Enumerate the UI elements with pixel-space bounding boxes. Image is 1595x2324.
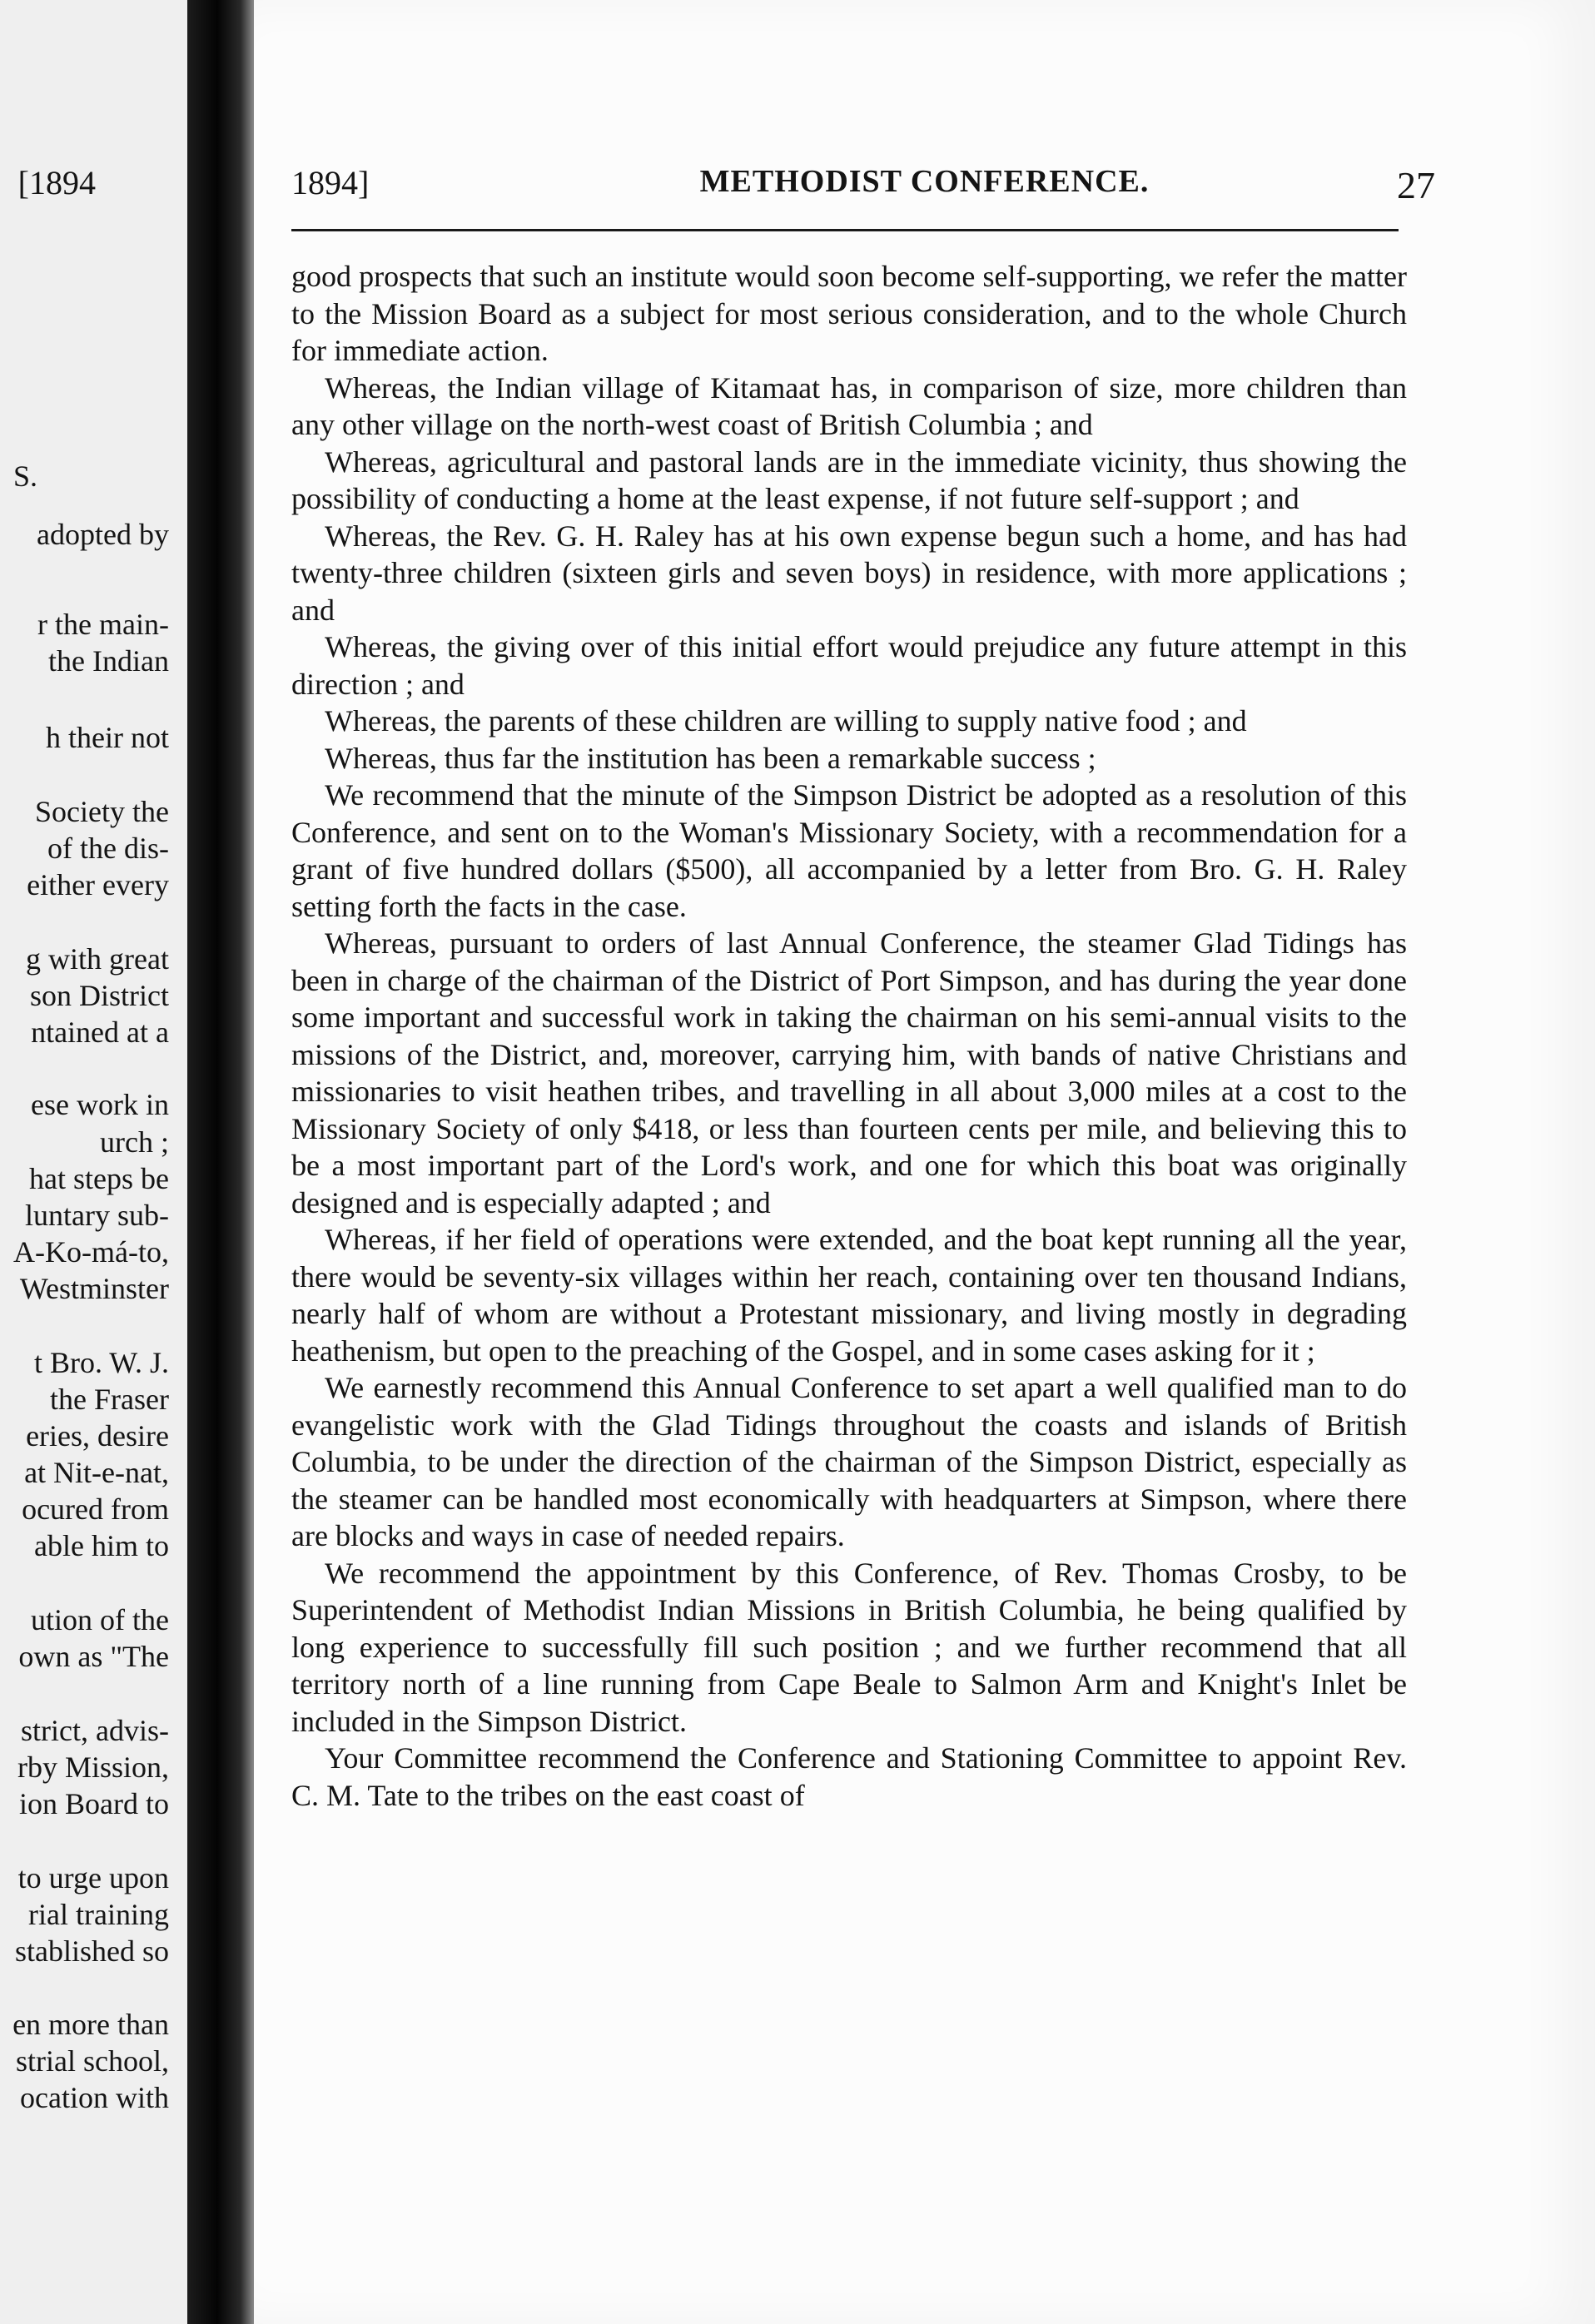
paragraph: Your Committee recommend the Conference and Stationing Committee to appoint Rev. C. M. Tate to the tribes on the east coast of [291,1741,1407,1812]
left-page-line: Society the [35,795,169,828]
left-page-line: rby Mission, [17,1750,169,1784]
left-page-line: the Indian [48,644,169,678]
left-page-line: ution of the [31,1603,169,1636]
left-page-header-year: [1894 [17,164,96,201]
left-page-line: A-Ko-má-to, [13,1235,169,1269]
paragraph: good prospects that such an institute would soon become self-supporting, we refer the matter to the Mission Board as a subject for most serious consideration, and to the whole Church for immediate action. [291,260,1407,367]
left-page-line: of the dis- [47,832,169,865]
paragraph: Whereas, pursuant to orders of last Annual Conference, the steamer Glad Tidings has been in charge of the chairman of the District of Port Simpson, and has during the year done some important and successful work in taking the chairman on his semi-annual visits to the missions of the District, and, moreover, carrying him, with bands of native Christians and missionaries to visit heathen tribes, and travelling in all about 3,000 miles at a cost to the Missionary Society of only $418, or less than fourteen cents per mile, and believing this to be a most important part of the Lord's work, and one for which this boat was originally designed and is especially adapted ; and [291,926,1407,1219]
left-page-line: ocation with [20,2081,169,2114]
paragraph: We earnestly recommend this Annual Conference to set apart a well qualified man to do evangelistic work with the Glad Tidings throughout the coasts and islands of British Columbia, to be under the direction of the chairman of the Simpson District, especially as the steamer can be handled most economically with headquarters at Simpson, where there are blocks and ways in case of needed repairs. [291,1371,1407,1552]
left-page-line: h their not [46,721,169,754]
left-page-line: the Fraser [50,1383,169,1416]
left-page-line: to urge upon [17,1861,169,1894]
left-page-line: hat steps be [29,1162,169,1195]
left-page-line: ntained at a [31,1016,169,1049]
left-page-line: g with great [26,942,169,976]
left-page-line: ion Board to [19,1787,169,1820]
header-rule [291,229,1399,231]
left-page-line: stablished so [15,1934,169,1968]
paragraph: Whereas, if her field of operations were extended, and the boat kept running all the year, there would be seventy-six villages within her reach, containing over ten thousand Indians, nearly half of whom are without a Protestant missionary, and living mostly in degrading heathenism, but open to the preaching of the Gospel, and in some cases asking for it ; [291,1223,1407,1368]
page-body [291,258,1407,1814]
left-page-line: luntary sub- [25,1199,169,1232]
paragraph: Whereas, the giving over of this initial effort would prejudice any future attempt in this direction ; and [291,630,1407,701]
left-page-fragment [0,0,187,2324]
left-page-line: either every [27,868,169,901]
left-page-line: own as "The [18,1640,169,1673]
paragraph: We recommend that the minute of the Simpson District be adopted as a resolution of this Conference, and sent on to the Woman's Missionary Society, with a recommendation for a grant of five hundred dollars ($500), all accompanied by a letter from Bro. G. H. Raley setting forth the facts in the case. [291,778,1407,923]
left-page-line: ese work in [31,1088,169,1121]
left-page-line: en more than [12,2008,169,2041]
left-page-line: eries, desire [26,1419,169,1452]
left-page-line: strict, advis- [21,1714,169,1747]
running-header-year: 1894] [291,164,370,201]
left-page-line: r the main- [37,608,169,641]
left-page-line: son District [30,979,169,1012]
book-binding-shadow [187,0,254,2324]
paragraph: Whereas, the Indian village of Kitamaat has, in comparison of size, more children than any other village on the north-west coast of British Columbia ; and [291,370,1407,441]
running-header-title: METHODIST CONFERENCE. [699,164,1150,199]
left-page-line: urch ; [100,1125,169,1159]
paragraph: Whereas, thus far the institution has been a remarkable success ; [325,741,1096,775]
left-page-line: S. [12,459,37,493]
paragraph: Whereas, the Rev. G. H. Raley has at his own expense begun such a home, and has had twenty-three children (sixteen girls and seven boys) in residence, with more applications ; and [291,519,1407,627]
paragraph: Whereas, the parents of these children are willing to supply native food ; and [325,704,1247,737]
left-page-line: Westminster [19,1272,169,1305]
left-page-line: able him to [34,1529,169,1562]
right-page [254,0,1595,2324]
left-page-line: ocured from [22,1492,169,1526]
left-page-line: at Nit-e-nat, [24,1456,169,1489]
page-number: 27 [1397,164,1435,206]
paragraph: We recommend the appointment by this Conference, of Rev. Thomas Crosby, to be Superintendent of Methodist Indian Missions in British Columbia, he being qualified by long experience to successfully fill such position ; and we further recommend that all territory north of a line running from Cape Beale to Salmon Arm and Knight's Inlet be included in the Simpson District. [291,1556,1407,1738]
left-page-line: adopted by [37,518,169,551]
left-page-line: strial school, [16,2044,169,2078]
left-page-line: t Bro. W. J. [33,1346,169,1379]
paragraph: Whereas, agricultural and pastoral lands are in the immediate vicinity, thus showing the possibility of conducting a home at the least expense, if not future self-support ; and [291,444,1407,515]
left-page-line: rial training [28,1898,169,1931]
